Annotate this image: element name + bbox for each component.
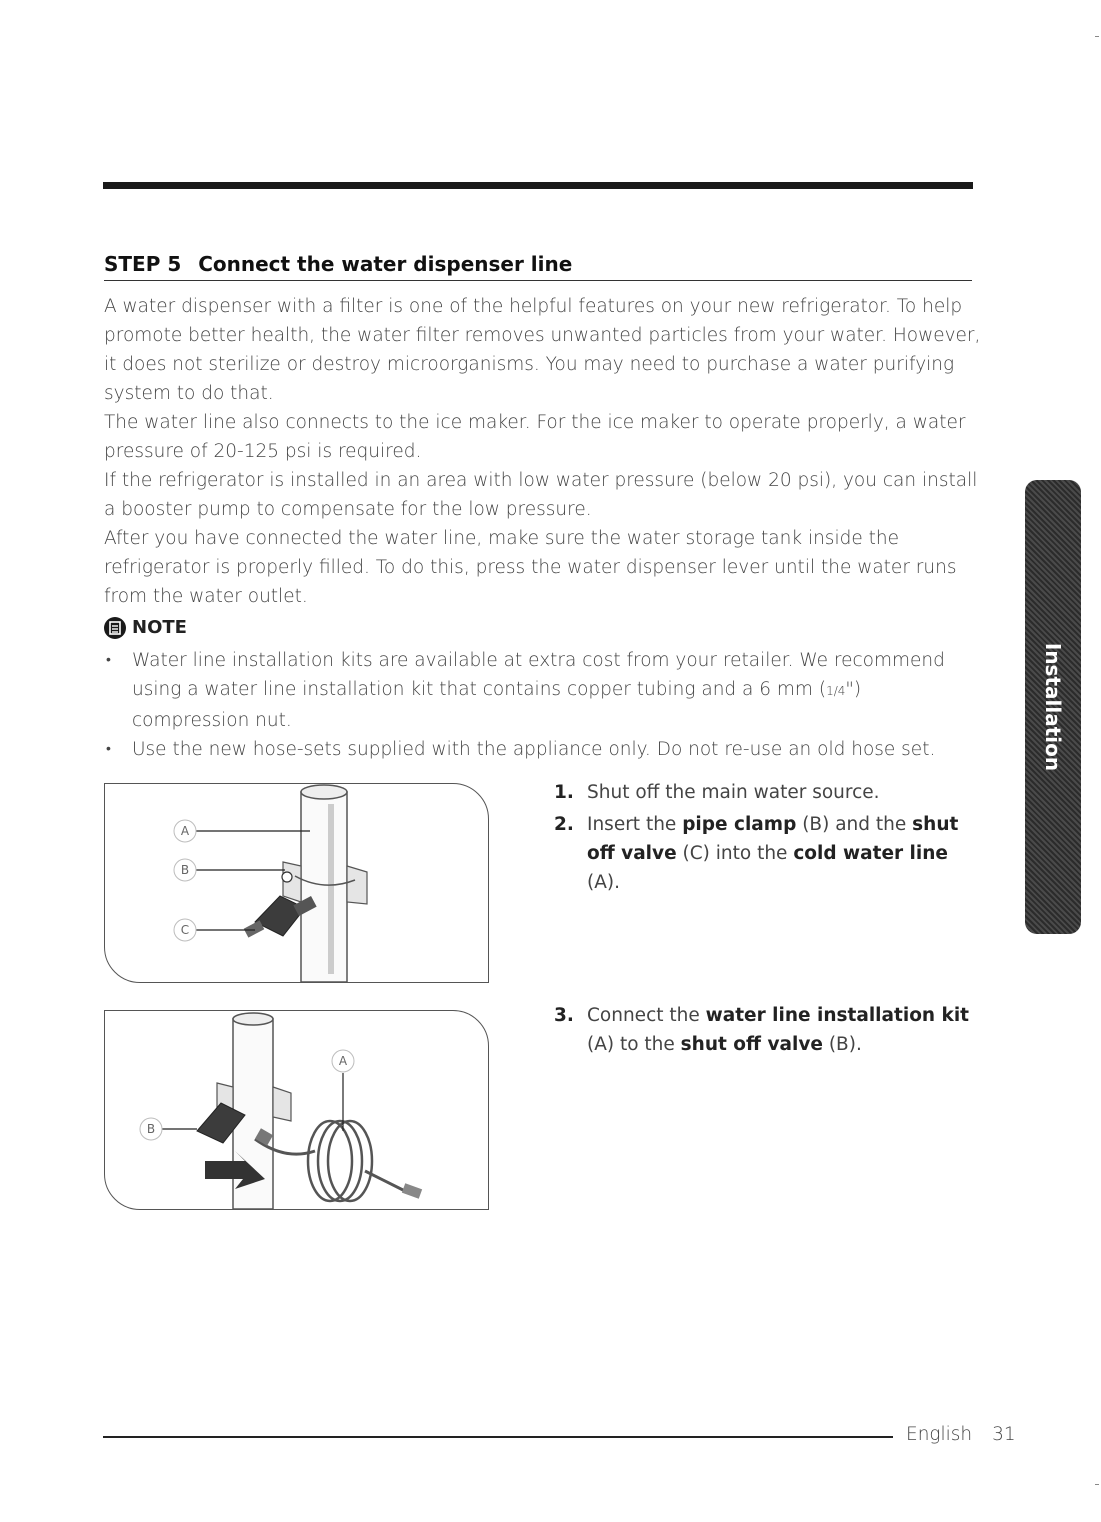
step-3-block	[554, 1001, 984, 1062]
figure-pipe-clamp-valve	[104, 783, 489, 983]
footer-language: English	[906, 1424, 973, 1445]
top-rule	[103, 182, 973, 189]
footer-rule	[103, 1436, 893, 1438]
note-heading	[104, 613, 984, 642]
steps-1-2	[554, 778, 984, 900]
paragraph-fill-tank: After you have connected the water line, make sure the water storage tank inside the refrigerator is properly filled. To do this, press the water dispenser lever until the water runs from the water outlet.	[104, 528, 957, 607]
svg-text:B: B	[146, 1122, 156, 1136]
page-number: 31	[992, 1424, 1016, 1445]
body-text	[104, 292, 984, 764]
edge-mark	[1095, 36, 1099, 37]
section-title: Connect the water dispenser line	[198, 252, 573, 276]
note-icon	[104, 617, 126, 639]
label-c	[174, 919, 196, 941]
svg-text:A: A	[180, 824, 190, 838]
section-heading	[104, 252, 972, 281]
step-2: 2. Insert the pipe clamp (B) and the shut off valve (C) into the cold water line (A).	[554, 814, 959, 893]
note-list	[104, 646, 984, 764]
label-a	[332, 1050, 354, 1072]
step-number: STEP 5	[104, 252, 182, 276]
step-3: 3. Connect the water line installation kit (A) to the shut off valve (B).	[554, 1005, 970, 1055]
edge-mark	[1095, 1484, 1099, 1485]
label-b	[174, 859, 196, 881]
label-b	[140, 1118, 162, 1140]
note-item: • Use the new hose-sets supplied with the appliance only. Do not re-use an old hose set.	[104, 735, 984, 764]
water-line-kit	[255, 1121, 422, 1201]
paragraph-intro: A water dispenser with a filter is one of the helpful features on your new refrigerator. To help promote better health, the water filter removes unwanted particles from your water. However, it does not sterilize or destroy microorganisms. You may need to purchase a water purifying system to do that.	[104, 296, 981, 404]
section-tab-installation[interactable]	[1025, 480, 1081, 934]
section-tab-label: Installation	[1041, 642, 1065, 772]
note-label: NOTE	[132, 617, 187, 638]
svg-text:A: A	[338, 1054, 348, 1068]
note-item: • Water line installation kits are available at extra cost from your retailer. We recommend using a water line installation kit that contains copper tubing and a 6 mm (1/4") compression nut.	[104, 646, 984, 735]
figure-install-kit	[104, 1010, 489, 1210]
footer	[906, 1424, 1016, 1445]
paragraph-ice-maker: The water line also connects to the ice maker. For the ice maker to operate properly, a water pressure of 20-125 psi is required.	[104, 412, 966, 462]
step-1: 1. Shut off the main water source.	[554, 782, 880, 803]
paragraph-low-pressure: If the refrigerator is installed in an area with low water pressure (below 20 psi), you can install a booster pump to compensate for the low pressure.	[104, 470, 978, 520]
label-a	[174, 820, 196, 842]
fraction: 1/4	[826, 684, 846, 698]
svg-text:B: B	[180, 863, 190, 877]
svg-text:C: C	[180, 923, 190, 937]
